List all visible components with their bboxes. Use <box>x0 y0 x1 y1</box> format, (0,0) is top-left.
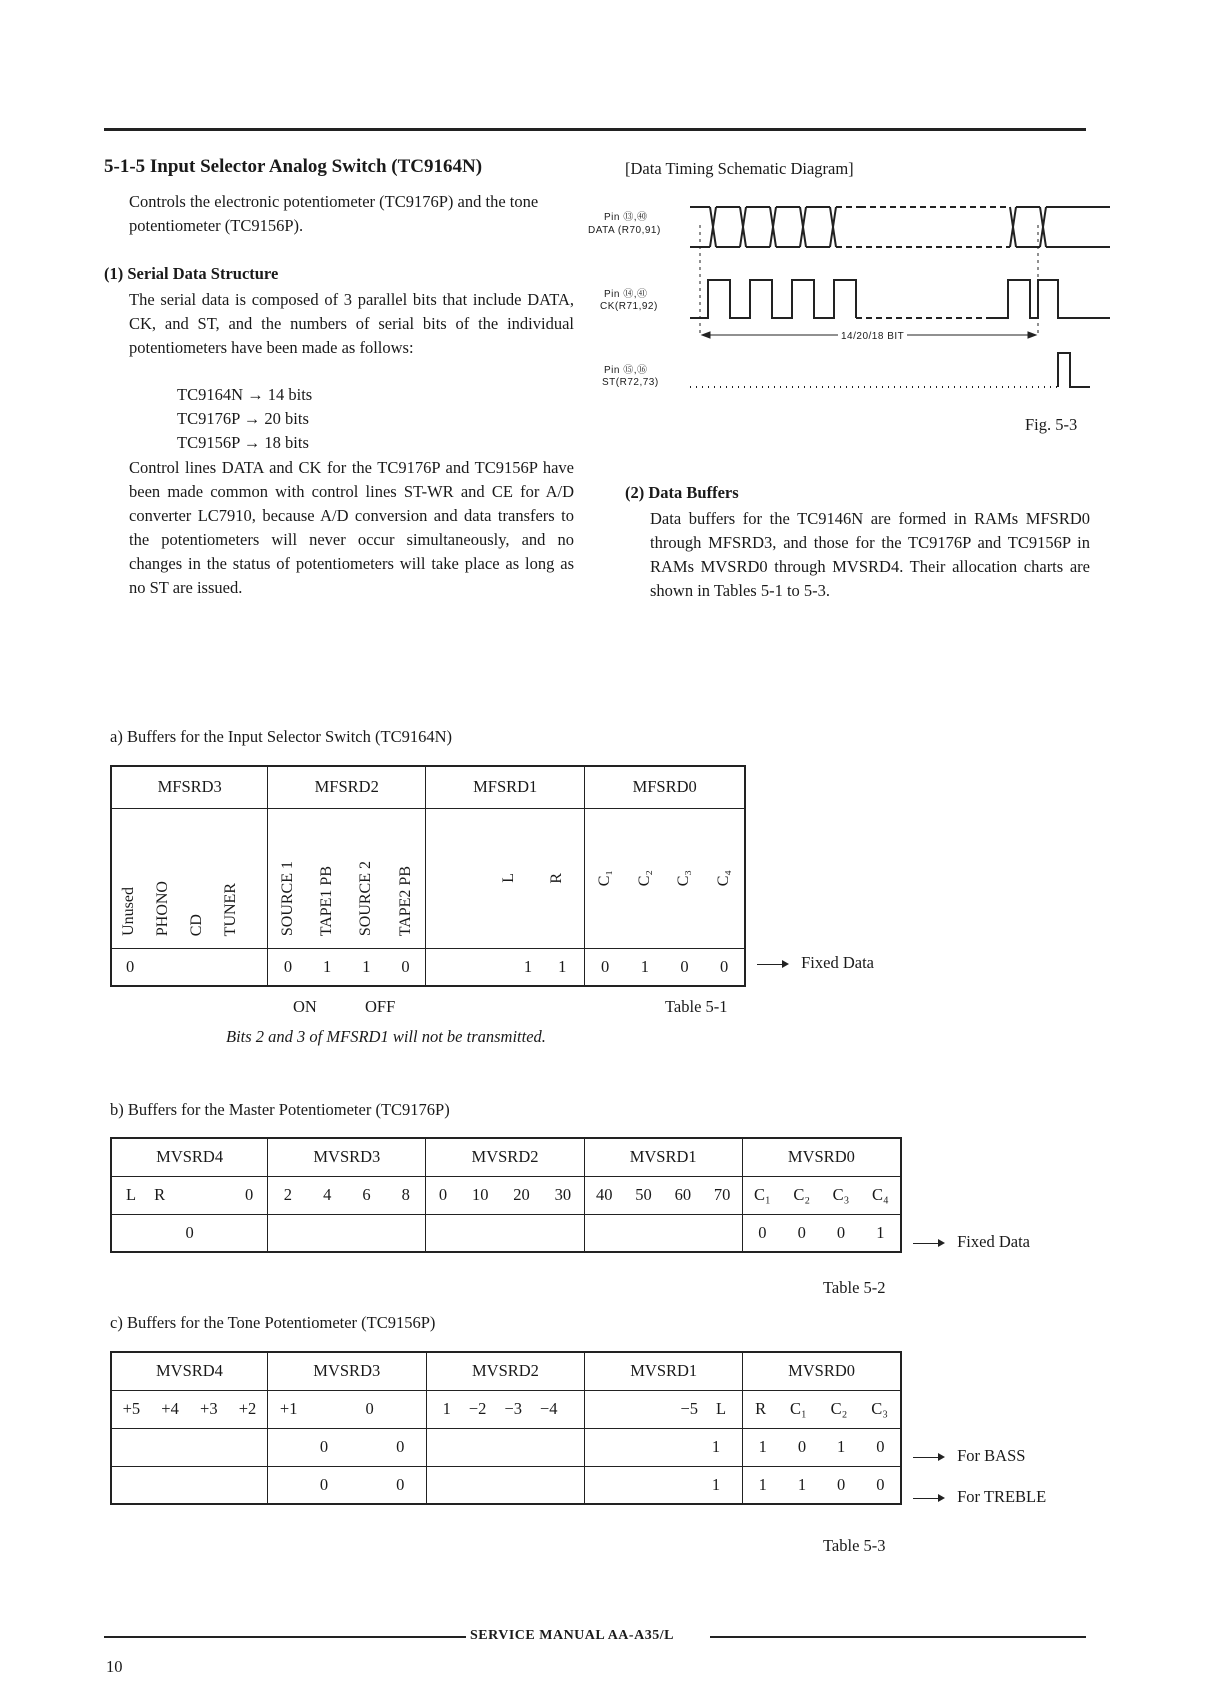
table-5-2 <box>110 1137 902 1253</box>
value: 0 <box>319 1474 329 1494</box>
value: 0 <box>837 1474 846 1494</box>
table2-label: Table 5-2 <box>823 1278 886 1297</box>
bit-label: TUNER <box>222 882 239 936</box>
value: 1 <box>640 956 649 976</box>
value: C₁ <box>789 1399 807 1418</box>
fixed-data-text: Fixed Data <box>957 1232 1030 1251</box>
value: 0 <box>876 1474 885 1494</box>
header-cell: MVSRD4 <box>111 1138 268 1176</box>
bit-label: C₄ <box>715 869 733 887</box>
bit-label: C₁ <box>596 869 614 887</box>
fixed-data-label <box>757 953 874 973</box>
header-cell: MFSRD3 <box>111 766 268 808</box>
bit-label: SOURCE 1 <box>278 860 296 936</box>
value: 0 <box>720 956 729 976</box>
table1-note: Bits 2 and 3 of MFSRD1 will not be transmitted. <box>226 1027 546 1046</box>
value: R <box>755 1399 767 1418</box>
pin-data-sub: DATA (R70,91) <box>588 225 661 236</box>
fixed-data-label <box>913 1232 1030 1252</box>
value: 0 <box>283 956 293 976</box>
value: 1 <box>797 1474 807 1494</box>
value: 1 <box>758 1437 767 1456</box>
intro-text: Controls the electronic potentiometer (TC9176P) and the tone potentiometer (TC9156P). <box>129 192 539 235</box>
header-cell: MVSRD2 <box>426 1352 585 1390</box>
pin-st-sub: ST(R72,73) <box>602 377 659 388</box>
value: 70 <box>713 1185 731 1204</box>
timing-title: [Data Timing Schematic Diagram] <box>625 159 854 178</box>
value: 1 <box>837 1437 846 1456</box>
value: 20 <box>513 1185 530 1204</box>
header-cell: MVSRD1 <box>584 1138 742 1176</box>
value: 0 <box>797 1222 806 1242</box>
page-number: 10 <box>106 1657 123 1676</box>
value: L <box>716 1399 727 1418</box>
fixed-data-text: Fixed Data <box>801 953 874 972</box>
value: 2 <box>283 1185 293 1204</box>
table3-caption: c) Buffers for the Tone Potentiometer (TC9156P) <box>110 1313 436 1332</box>
serial-heading: (1) Serial Data Structure <box>104 264 279 283</box>
value: 50 <box>635 1185 652 1204</box>
value: R <box>154 1185 166 1204</box>
value: +2 <box>238 1399 257 1418</box>
header-cell: MVSRD4 <box>111 1352 267 1390</box>
pin-data-label: Pin ⑬,㊵ <box>604 212 648 223</box>
bit-label: TAPE2 PB <box>396 865 414 936</box>
bit-label: C₂ <box>635 869 653 887</box>
value-cell: 1 <box>585 1428 743 1466</box>
bit-label: R <box>548 872 566 884</box>
header-cell: MFSRD2 <box>268 766 426 808</box>
arrow-icon <box>913 1243 943 1244</box>
value: C₃ <box>871 1399 889 1418</box>
timing-diagram <box>690 195 1120 415</box>
off-label: OFF <box>365 997 396 1016</box>
value: 1 <box>523 956 533 976</box>
value: 1 <box>758 1474 767 1494</box>
bit-label: TAPE1 PB <box>318 865 336 936</box>
value: 0 <box>365 1399 374 1418</box>
value: 0 <box>396 1437 405 1456</box>
value: +1 <box>279 1399 298 1418</box>
buffers-heading: (2) Data Buffers <box>625 483 739 502</box>
value: 40 <box>596 1185 613 1204</box>
value: 0 <box>401 956 410 976</box>
value: +5 <box>122 1399 141 1418</box>
header-cell: MVSRD2 <box>426 1138 584 1176</box>
section-title: 5-1-5 Input Selector Analog Switch (TC9164N) <box>104 156 483 177</box>
value: −2 <box>468 1399 487 1418</box>
footer-rule-right <box>710 1636 1086 1638</box>
top-rule <box>104 128 1086 131</box>
value: 0 <box>876 1437 885 1456</box>
value: 1 <box>442 1399 451 1418</box>
value: L <box>126 1185 137 1204</box>
table3-label: Table 5-3 <box>823 1536 886 1555</box>
value: 30 <box>554 1185 572 1204</box>
bit-label: CD <box>188 913 205 936</box>
fig-label: Fig. 5-3 <box>1025 415 1078 434</box>
pin-ck-label: Pin ⑭,㊶ <box>604 289 648 300</box>
on-label: ON <box>293 997 317 1016</box>
header-cell: MVSRD1 <box>585 1352 743 1390</box>
bit-label: 14/20/18 BIT <box>838 331 907 342</box>
bass-text: For BASS <box>957 1446 1026 1465</box>
bass-label <box>913 1446 1025 1466</box>
header-cell: MFSRD0 <box>585 766 745 808</box>
value: 0 <box>601 956 610 976</box>
value: +4 <box>161 1399 179 1418</box>
bit-label: SOURCE 2 <box>357 860 375 936</box>
treble-label <box>913 1487 1046 1507</box>
value-cell: 1 <box>585 1466 743 1504</box>
value: 0 <box>396 1474 405 1494</box>
value: 60 <box>674 1185 692 1204</box>
value: −5 <box>680 1399 699 1418</box>
value: −4 <box>540 1399 558 1418</box>
bits-line: TC9164N → 14 bits <box>177 385 313 404</box>
header-cell: MFSRD1 <box>426 766 585 808</box>
value-cell: 0 <box>111 1214 268 1252</box>
bit-label: Unused <box>120 887 137 936</box>
value-cell: 0 <box>111 948 268 986</box>
value: 6 <box>362 1185 371 1204</box>
table-5-1 <box>110 765 746 987</box>
buffers-paragraph: Data buffers for the TC9146N are formed in RAMs MFSRD0 through MFSRD3, and those for the TC9176P and TC9156P in RAMs MVSRD0 through MVSRD4. Their allocation charts are shown in Tables 5-1 to 5-3. <box>650 509 1090 600</box>
header-cell: MVSRD3 <box>268 1138 426 1176</box>
value: 0 <box>758 1222 767 1242</box>
value: 1 <box>362 956 371 976</box>
value: +3 <box>200 1399 218 1418</box>
value: 0 <box>245 1185 254 1204</box>
serial-paragraph: The serial data is composed of 3 parallel bits that include DATA, CK, and ST, and the numbers of serial bits of the individual potentiometers have been made as follows: <box>129 290 574 357</box>
table-5-3 <box>110 1351 902 1505</box>
table1-caption: a) Buffers for the Input Selector Switch (TC9164N) <box>110 727 452 746</box>
bits-line: TC9156P → 18 bits <box>177 433 309 452</box>
arrow-icon <box>913 1498 943 1499</box>
value: C₁ <box>754 1185 771 1204</box>
header-cell: MVSRD0 <box>743 1352 901 1390</box>
value: 0 <box>797 1437 807 1456</box>
value: −3 <box>504 1399 522 1418</box>
value: C₄ <box>871 1185 889 1204</box>
value: C₃ <box>832 1185 850 1204</box>
bit-label: C₃ <box>675 869 693 887</box>
control-paragraph: Control lines DATA and CK for the TC9176P and TC9156P have been made common with control lines ST-WR and CE for A/D converter LC7910, because A/D conversion and data transfers to the potentiometers will never occur simultaneously, and no changes in the status of potentiometers will take place as long as no ST are issued. <box>129 458 574 597</box>
value: 1 <box>876 1222 885 1242</box>
value: 4 <box>323 1185 332 1204</box>
value: C₂ <box>830 1399 848 1418</box>
table1-label: Table 5-1 <box>665 997 728 1016</box>
bit-label: L <box>500 873 518 883</box>
value: 0 <box>319 1437 329 1456</box>
value: C₂ <box>793 1185 811 1204</box>
bits-line: TC9176P → 20 bits <box>177 409 309 428</box>
pin-ck-sub: CK(R71,92) <box>600 301 658 312</box>
table2-caption: b) Buffers for the Master Potentiometer (TC9176P) <box>110 1100 450 1119</box>
arrow-icon <box>913 1457 943 1458</box>
arrow-icon <box>757 964 787 965</box>
header-cell: MVSRD3 <box>267 1352 426 1390</box>
value: 1 <box>558 956 567 976</box>
value: 1 <box>323 956 332 976</box>
value: 0 <box>836 1222 846 1242</box>
value: 8 <box>401 1185 410 1204</box>
pin-st-label: Pin ⑮,⑯ <box>604 365 648 376</box>
value: 10 <box>471 1185 489 1204</box>
value: 0 <box>680 956 689 976</box>
header-cell: MVSRD0 <box>742 1138 901 1176</box>
footer-manual: SERVICE MANUAL AA-A35/L <box>470 1628 674 1643</box>
treble-text: For TREBLE <box>957 1487 1047 1506</box>
bit-label: PHONO <box>154 880 171 936</box>
value: 0 <box>438 1185 448 1204</box>
footer-rule-left <box>104 1636 466 1638</box>
